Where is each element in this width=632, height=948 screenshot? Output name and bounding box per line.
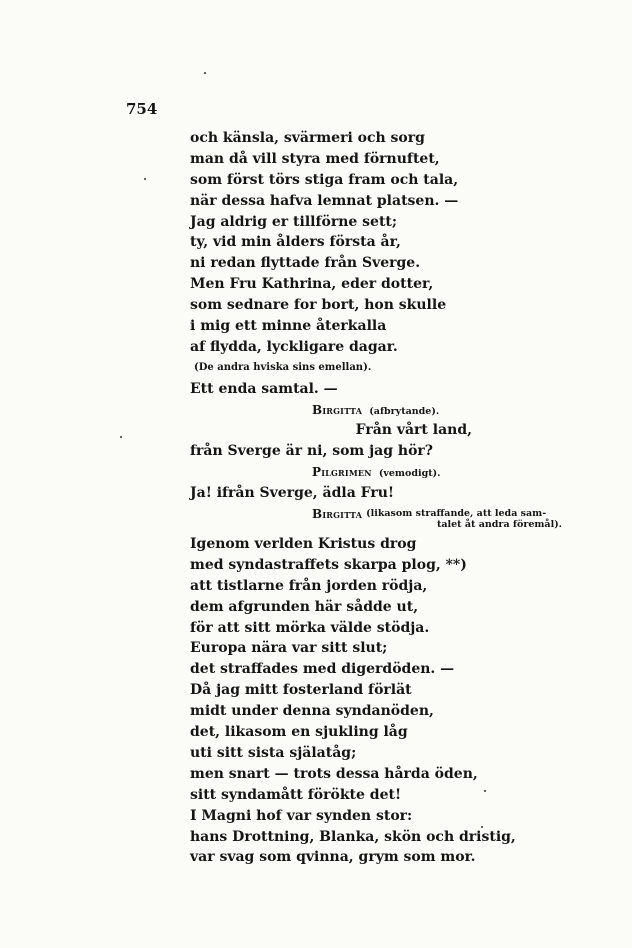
verse-line: som sednare for bort, hon skulle <box>190 297 447 314</box>
print-speck <box>144 178 146 180</box>
speaker-heading <box>190 462 590 483</box>
verse-line: var svag som qvinna, grym som mor. <box>190 849 476 866</box>
speaker-direction: (vemodigt). <box>378 468 441 480</box>
speaker-name: Pilgrimen <box>312 465 372 480</box>
speaker-name: Birgitta <box>312 402 363 417</box>
verse-line: när dessa hafva lemnat platsen. — <box>190 192 459 209</box>
verse-line: hans Drottning, Blanka, skön och dristig, <box>190 828 516 845</box>
page-number: 754 <box>126 100 158 118</box>
verse-line: som först törs stiga fram och tala, <box>190 171 459 188</box>
verse-line: dem afgrunden här sådde ut, <box>190 598 419 615</box>
verse-line: Då jag mitt fosterland förlät <box>190 682 412 699</box>
verse-line: Från vårt land, <box>355 422 472 439</box>
verse-text <box>190 128 590 868</box>
verse-line: ty, vid min ålders första år, <box>190 234 401 251</box>
verse-line: från Sverge är ni, som jag hör? <box>190 443 433 460</box>
verse-line: man då vill styra med förnuftet, <box>190 150 440 167</box>
direction-line: talet åt andra föremål). <box>436 519 562 531</box>
verse-line: men snart — trots dessa hårda öden, <box>190 765 478 782</box>
verse-line: Men Fru Kathrina, eder dotter, <box>190 276 434 293</box>
verse-line: Ett enda samtal. — <box>190 380 338 397</box>
verse-line: I Magni hof var synden stor: <box>190 807 413 824</box>
verse-line: det, likasom en sjukling låg <box>190 724 408 741</box>
verse-line: med syndastraffets skarpa plog, **) <box>190 556 467 573</box>
verse-line: sitt syndamått förökte det! <box>190 786 402 803</box>
print-speck <box>120 436 122 438</box>
stage-direction: (De andra hviska sins emellan). <box>194 361 372 373</box>
verse-line: i mig ett minne återkalla <box>190 318 387 335</box>
print-speck <box>481 826 483 828</box>
speaker-direction: (afbrytande). <box>369 405 440 417</box>
verse-line: det straffades med digerdöden. — <box>190 661 455 678</box>
speaker-name: Birgitta <box>312 507 363 522</box>
verse-line: att tistlarne från jorden rödja, <box>190 577 428 594</box>
verse-line: af flydda, lyckligare dagar. <box>190 338 398 355</box>
verse-line: och känsla, svärmeri och sorg <box>190 130 425 146</box>
verse-line: för att sitt mörka välde stödja. <box>190 619 430 636</box>
verse-line: Ja! ifrån Sverge, ädla Fru! <box>190 485 395 502</box>
speaker-direction <box>366 508 590 534</box>
verse-line: uti sitt sista själatåg; <box>190 744 357 761</box>
verse-line: midt under denna syndanöden, <box>190 703 434 720</box>
speaker-heading <box>190 504 590 534</box>
verse-line: Jag aldrig er tillförne sett; <box>190 213 398 230</box>
verse-line: ni redan flyttade från Sverge. <box>190 255 421 272</box>
direction-line: (likasom straffande, att leda sam- <box>366 508 547 520</box>
print-speck <box>484 790 486 792</box>
speaker-heading <box>190 400 590 421</box>
verse-line: Igenom verlden Kristus drog <box>190 536 417 553</box>
verse-line: Europa nära var sitt slut; <box>190 640 388 657</box>
print-speck <box>204 72 206 74</box>
